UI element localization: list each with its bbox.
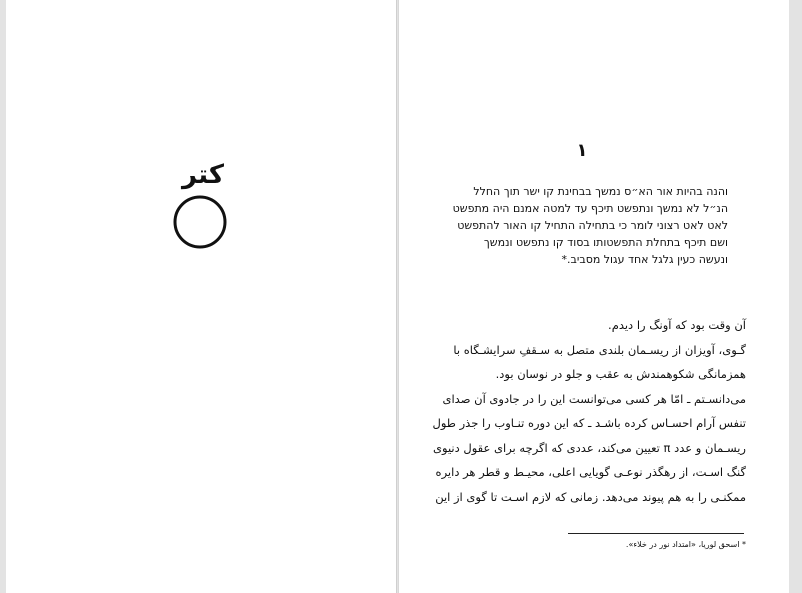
body-line: ممکنـی را به هم پیوند می‌دهد. زمانی که لازم اسـت تا گوی از این xyxy=(435,489,746,504)
epigraph xyxy=(452,183,728,268)
body-text xyxy=(432,313,746,509)
epigraph-line: ונעשה כעין גלגל אחד עגול מסביב.* xyxy=(561,253,728,266)
chatter-logo-icon xyxy=(172,194,228,250)
epigraph-line: והנה בהיות אור הא״ס נמשך בבחינת קו ישר תוך החלל xyxy=(473,185,728,198)
body-line: همزمانگی شکوهمندش به عقب و جلو در نوسان بود. xyxy=(495,367,746,381)
body-line: آن وقت بود که آونگ را دیدم. xyxy=(608,318,746,332)
body-line: تنفس آرام احسـاس کرده باشـد ـ که این دوره تنـاوب را جذر طول xyxy=(432,416,746,430)
body-line: ریسـمان و عدد π تعیین می‌کند، عددی که اگرچه برای عقول دنیوی xyxy=(433,440,746,455)
chapter-number: ۱ xyxy=(576,140,588,161)
left-page xyxy=(6,0,397,593)
footnote: * اسحق لوریا، «امتداد نور در خلاء». xyxy=(625,540,746,549)
footnote-divider xyxy=(568,533,744,534)
body-line: گنگ اسـت، از رهگذر نوعـی گویایی اعلی، محیـط و قطر هر دایره xyxy=(435,465,746,479)
body-line: می‌دانسـتم ـ امّا هر کسی می‌توانست این را در جادوی آن صدای xyxy=(442,391,746,406)
epigraph-line: לאט לאט רצוני לומר כי בתחילה התחיל קו האור להתפשט xyxy=(457,219,728,232)
body-line: گـوی، آویزان از ریسـمان بلندی متصل به سـقفِ سرایشـگاه با xyxy=(453,342,746,357)
chapter-title-word: کتر xyxy=(182,160,224,190)
epigraph-line: הנ״ל לא נמשך ונתפשט תיכף עד למטה אמנם היה מתפשט xyxy=(452,202,728,215)
epigraph-line: ושם תיכף בתחלת התפשטותו בסוד קו נתפשט ונמשך xyxy=(483,236,728,249)
